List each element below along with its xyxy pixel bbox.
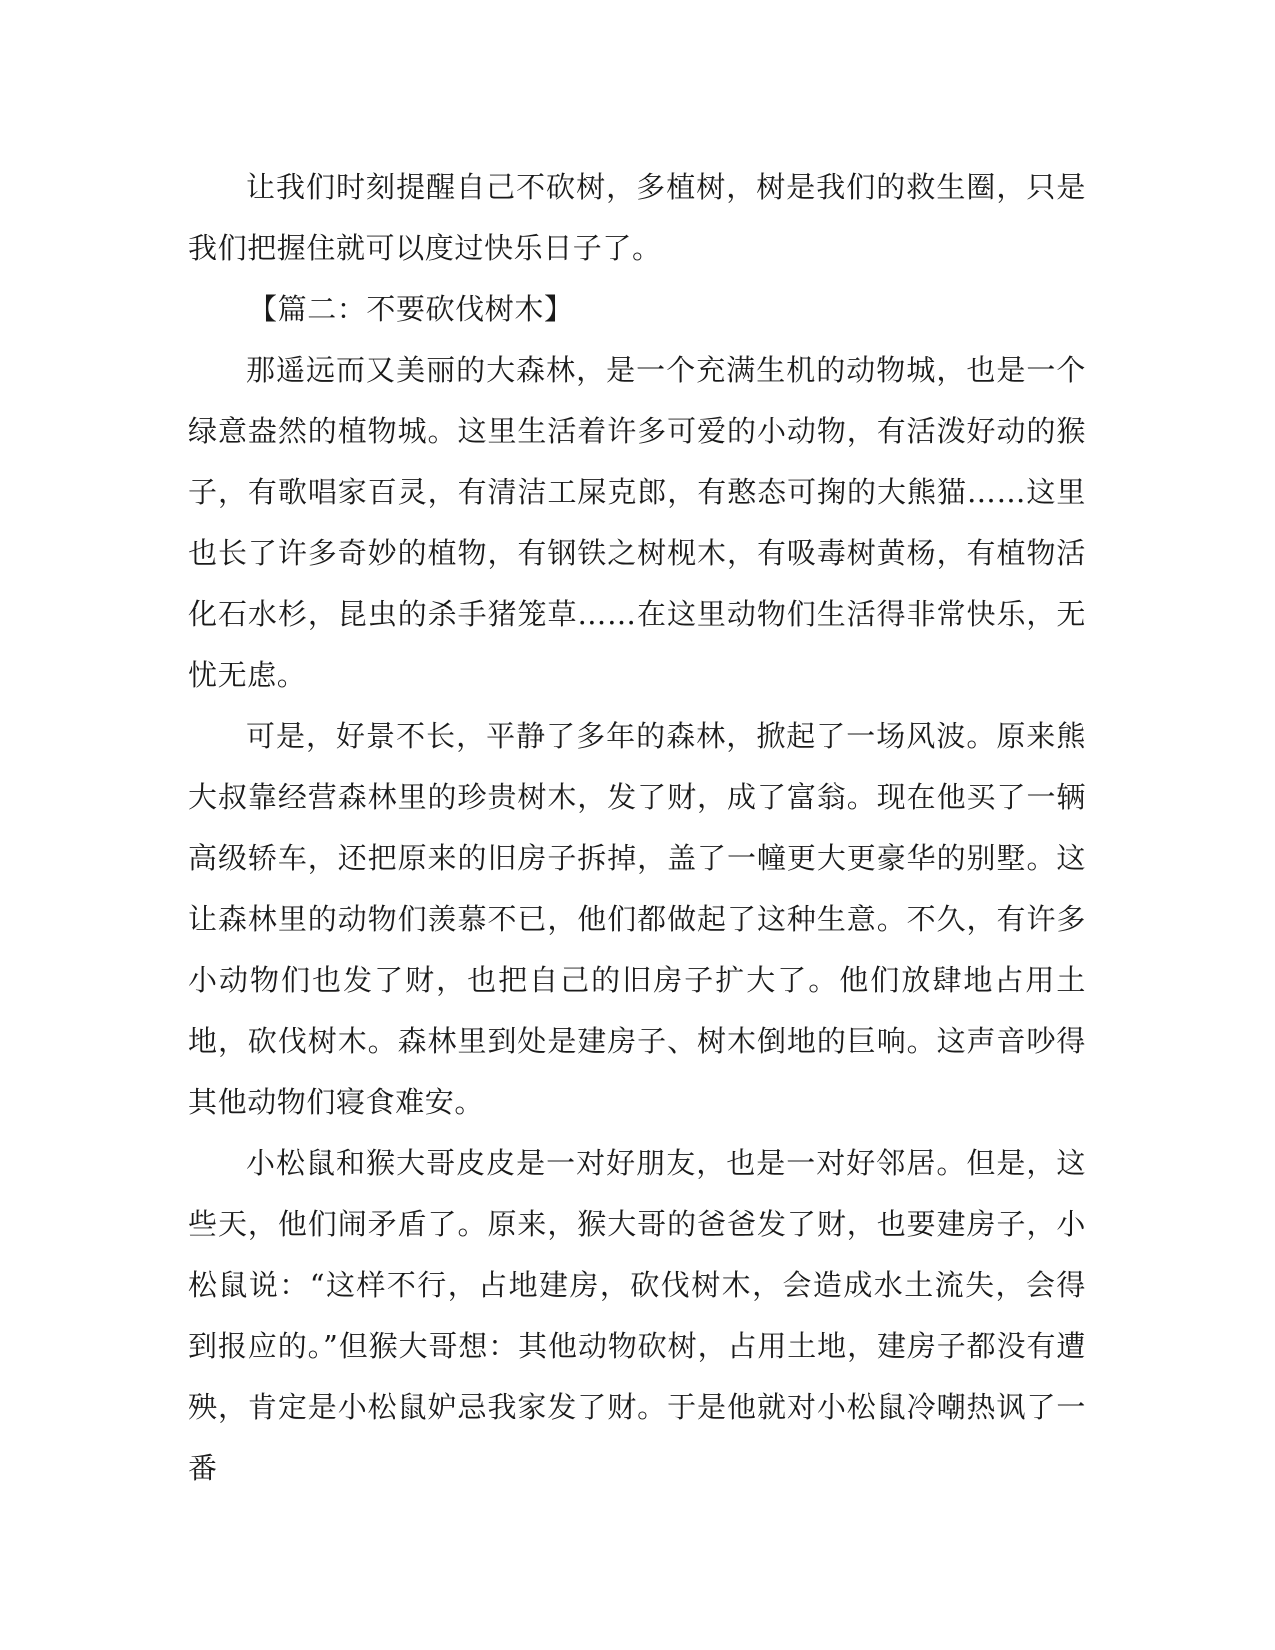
paragraph-intro: 让我们时刻提醒自己不砍树，多植树，树是我们的救生圈，只是我们把握住就可以度过快乐日子了。 [188,170,1086,265]
paragraph-storm: 可是，好景不长，平静了多年的森林，掀起了一场风波。原来熊大叔靠经营森林里的珍贵树木，发了财，成了富翁。现在他买了一辆高级轿车，还把原来的旧房子拆掉，盖了一幢更大更豪华的别墅。这让森林里的动物们羡慕不已，他们都做起了这种生意。不久，有许多小动物们也发了财，也把自己的旧房子扩大了。他们放肆地占用土地，砍伐树木。森林里到处是建房子、树木倒地的巨响。这声音吵得其他动物们寝食难安。 [188,719,1086,1119]
document-content [188,157,1086,1499]
paragraph-forest: 那遥远而又美丽的大森林，是一个充满生机的动物城，也是一个绿意盎然的植物城。这里生活着许多可爱的小动物，有活泼好动的猴子，有歌唱家百灵，有清洁工屎克郎，有憨态可掬的大熊猫……这里也长了许多奇妙的植物，有钢铁之树枧木，有吸毒树黄杨，有植物活化石水杉，昆虫的杀手猪笼草……在这里动物们生活得非常快乐，无忧无虑。 [188,353,1086,692]
paragraph-squirrel: 小松鼠和猴大哥皮皮是一对好朋友，也是一对好邻居。但是，这些天，他们闹矛盾了。原来，猴大哥的爸爸发了财，也要建房子，小松鼠说：“这样不行，占地建房，砍伐树木，会造成水土流失，会得到报应的。”但猴大哥想：其他动物砍树，占用土地，建房子都没有遭殃，肯定是小松鼠妒忌我家发了财。于是他就对小松鼠冷嘲热讽了一番 [188,1146,1086,1485]
section-heading: 【篇二：不要砍伐树木】 [248,292,574,326]
